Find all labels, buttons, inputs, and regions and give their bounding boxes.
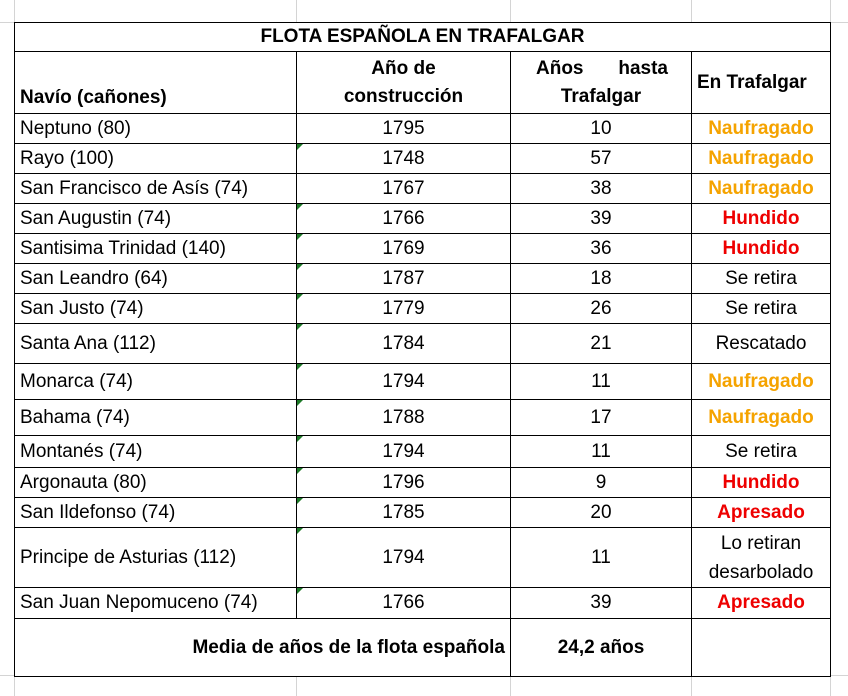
ship-cell[interactable]: Principe de Asturias (112) (15, 528, 297, 588)
year-cell[interactable]: 1767 (297, 174, 511, 204)
year-cell[interactable]: 1795 (297, 114, 511, 144)
number-as-text-marker (297, 528, 303, 534)
ship-cell[interactable]: San Juan Nepomuceno (74) (15, 588, 297, 619)
table-row (15, 498, 831, 528)
age-cell[interactable]: 20 (511, 498, 692, 528)
header-age-word2: hasta (618, 58, 668, 79)
header-year-line2: construcción (343, 86, 464, 107)
average-value[interactable]: 24,2 años (511, 619, 692, 677)
table-title[interactable]: FLOTA ESPAÑOLA EN TRAFALGAR (15, 23, 831, 52)
outcome-cell[interactable]: Naufragado (692, 364, 831, 400)
year-value: 1766 (382, 592, 425, 613)
ship-cell[interactable]: San Augustin (74) (15, 204, 297, 234)
year-cell[interactable] (297, 364, 511, 400)
year-value: 1784 (382, 332, 425, 354)
number-as-text-marker (297, 294, 303, 300)
year-cell[interactable] (297, 294, 511, 324)
year-cell[interactable] (297, 528, 511, 588)
outcome-cell[interactable]: Se retira (692, 436, 831, 468)
year-cell[interactable] (297, 234, 511, 264)
ship-cell[interactable]: Santisima Trinidad (140) (15, 234, 297, 264)
table-row (15, 294, 831, 324)
ship-cell[interactable]: Bahama (74) (15, 400, 297, 436)
outcome-cell[interactable]: Naufragado (692, 144, 831, 174)
table-row (15, 204, 831, 234)
header-outcome[interactable]: En Trafalgar (692, 52, 831, 114)
year-value: 1785 (382, 501, 425, 523)
ship-cell[interactable]: San Ildefonso (74) (15, 498, 297, 528)
age-cell[interactable]: 57 (511, 144, 692, 174)
header-age[interactable] (511, 52, 692, 114)
outcome-cell[interactable]: Hundido (692, 234, 831, 264)
table-row (15, 400, 831, 436)
header-age-line1 (516, 55, 686, 83)
header-ship[interactable]: Navío (cañones) (15, 52, 297, 114)
year-value: 1796 (382, 471, 425, 493)
year-value: 1794 (382, 440, 425, 462)
table-row (15, 588, 831, 619)
number-as-text-marker (297, 588, 303, 594)
age-cell[interactable]: 10 (511, 114, 692, 144)
empty-cell[interactable] (692, 619, 831, 677)
header-year-line1: Año de (371, 58, 436, 79)
number-as-text-marker (297, 264, 303, 270)
number-as-text-marker (297, 436, 303, 442)
table-row (15, 114, 831, 144)
ship-cell[interactable]: Rayo (100) (15, 144, 297, 174)
number-as-text-marker (297, 144, 303, 150)
year-value: 1794 (382, 546, 425, 568)
number-as-text-marker (297, 234, 303, 240)
number-as-text-marker (297, 364, 303, 370)
year-cell[interactable] (297, 324, 511, 364)
year-value: 1779 (382, 297, 425, 319)
title-row (15, 23, 831, 52)
outcome-cell[interactable]: Se retira (692, 294, 831, 324)
outcome-line1: Lo retiran (720, 532, 802, 554)
outcome-cell[interactable]: Hundido (692, 468, 831, 498)
age-cell[interactable]: 38 (511, 174, 692, 204)
table-row (15, 144, 831, 174)
year-cell[interactable] (297, 264, 511, 294)
number-as-text-marker (297, 468, 303, 474)
outcome-cell[interactable]: Apresado (692, 588, 831, 619)
ship-cell[interactable]: Santa Ana (112) (15, 324, 297, 364)
year-cell[interactable] (297, 588, 511, 619)
table-row (15, 364, 831, 400)
year-cell[interactable] (297, 144, 511, 174)
age-cell[interactable]: 39 (511, 204, 692, 234)
outcome-cell[interactable]: Hundido (692, 204, 831, 234)
header-age-line2: Trafalgar (560, 86, 642, 107)
average-label[interactable]: Media de años de la flota española (15, 619, 511, 677)
outcome-cell[interactable]: Apresado (692, 498, 831, 528)
age-cell[interactable]: 36 (511, 234, 692, 264)
ship-cell[interactable]: San Francisco de Asís (74) (15, 174, 297, 204)
year-cell[interactable] (297, 400, 511, 436)
footer-row (15, 619, 831, 677)
age-cell[interactable]: 17 (511, 400, 692, 436)
table-row (15, 264, 831, 294)
outcome-cell[interactable] (692, 528, 831, 588)
year-value: 1794 (382, 370, 425, 392)
table-row (15, 436, 831, 468)
age-cell[interactable]: 26 (511, 294, 692, 324)
year-value: 1769 (382, 237, 425, 259)
ship-cell[interactable]: Montanés (74) (15, 436, 297, 468)
table-row (15, 324, 831, 364)
ship-cell[interactable]: Neptuno (80) (15, 114, 297, 144)
year-cell[interactable] (297, 498, 511, 528)
year-value: 1766 (382, 207, 425, 229)
age-cell[interactable]: 11 (511, 528, 692, 588)
age-cell[interactable]: 18 (511, 264, 692, 294)
table-row (15, 174, 831, 204)
age-cell[interactable]: 11 (511, 436, 692, 468)
outcome-cell[interactable]: Rescatado (692, 324, 831, 364)
number-as-text-marker (297, 324, 303, 330)
header-age-word1: Años (536, 58, 584, 79)
number-as-text-marker (297, 400, 303, 406)
outcome-cell[interactable]: Naufragado (692, 400, 831, 436)
age-cell[interactable]: 39 (511, 588, 692, 619)
ship-cell[interactable]: Argonauta (80) (15, 468, 297, 498)
ship-cell[interactable]: San Justo (74) (15, 294, 297, 324)
number-as-text-marker (297, 498, 303, 504)
header-row (15, 52, 831, 114)
outcome-line2: desarbolado (708, 561, 814, 583)
table-row (15, 528, 831, 588)
outcome-cell[interactable]: Se retira (692, 264, 831, 294)
table-row (15, 234, 831, 264)
age-cell[interactable]: 21 (511, 324, 692, 364)
age-cell[interactable]: 9 (511, 468, 692, 498)
age-cell[interactable]: 11 (511, 364, 692, 400)
year-value: 1748 (382, 147, 425, 169)
year-cell[interactable] (297, 468, 511, 498)
year-cell[interactable] (297, 204, 511, 234)
ship-cell[interactable]: Monarca (74) (15, 364, 297, 400)
fleet-table (14, 22, 831, 677)
year-value: 1788 (382, 406, 425, 428)
ship-cell[interactable]: San Leandro (64) (15, 264, 297, 294)
number-as-text-marker (297, 204, 303, 210)
year-value: 1787 (382, 267, 425, 289)
year-cell[interactable] (297, 436, 511, 468)
outcome-cell[interactable]: Naufragado (692, 114, 831, 144)
table-row (15, 468, 831, 498)
header-year[interactable] (297, 52, 511, 114)
outcome-cell[interactable]: Naufragado (692, 174, 831, 204)
